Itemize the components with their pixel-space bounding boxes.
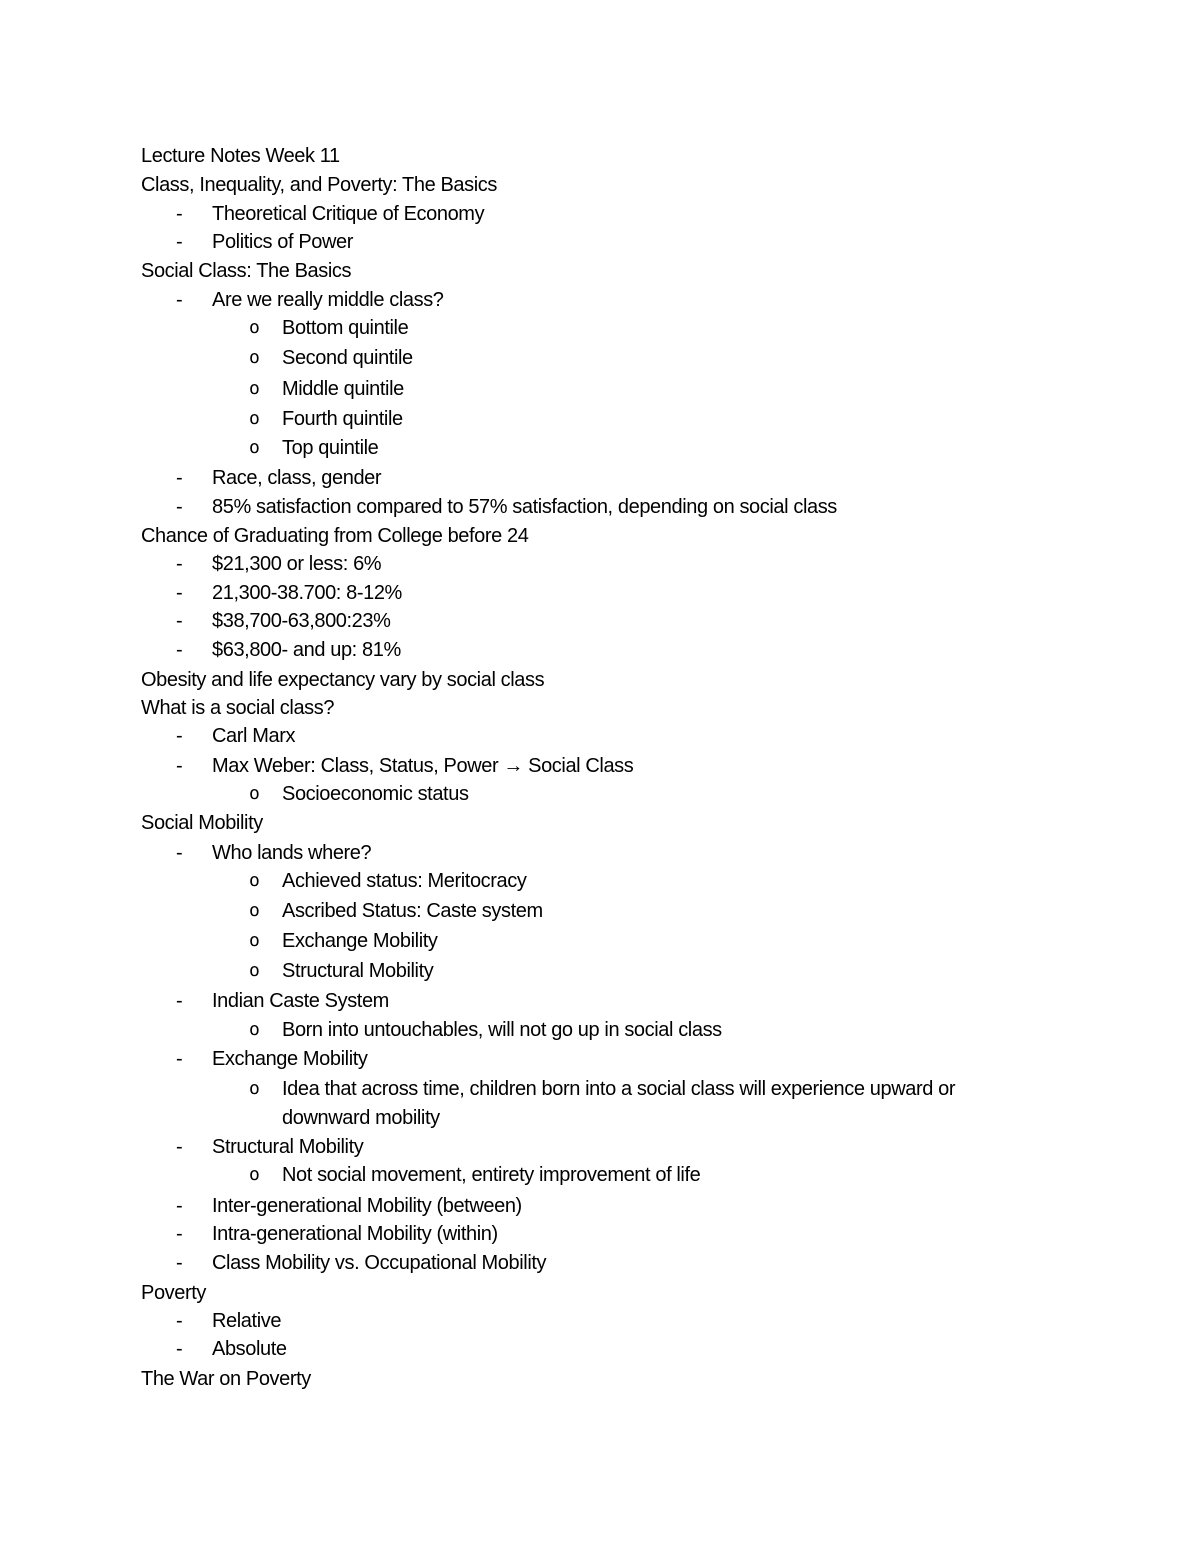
circle-bullet: o <box>249 900 260 921</box>
circle-bullet: o <box>249 930 260 951</box>
circle-bullet: o <box>249 408 260 429</box>
section-heading: Social Class: The Basics <box>141 260 352 282</box>
circle-bullet: o <box>249 378 260 399</box>
circle-bullet: o <box>249 783 260 804</box>
section-heading: The War on Poverty <box>141 1368 311 1390</box>
section-heading: Poverty <box>141 1282 207 1304</box>
dash-bullet: - <box>176 755 183 777</box>
document-title: Lecture Notes Week 11 <box>141 145 340 167</box>
section-heading: Class, Inequality, and Poverty: The Basics <box>141 174 497 196</box>
dash-bullet: - <box>176 1338 183 1360</box>
circle-bullet: o <box>249 1078 260 1099</box>
circle-bullet: o <box>249 347 260 368</box>
section-heading: Obesity and life expectancy vary by social class <box>141 669 545 691</box>
dash-bullet: - <box>176 990 183 1012</box>
section-heading: What is a social class? <box>141 697 335 719</box>
dash-bullet: - <box>176 1223 183 1245</box>
dash-bullet: - <box>176 231 183 253</box>
document-page: Lecture Notes Week 11 Class, Inequality, and Poverty: The Basics - Theoretical Critique of Economy - Politics of Power Social Class: The Basics - Are we really middle class? o Bottom quintile o Second quintile o Middle quintile o Fourth quintile o Top quintile - Race, class, gender - 85% satisfaction compared to 57% satisfaction, depending on social class Chance of Graduating from College before 24 - $21,300 or less: 6% - 21,300-38.700: 8-12% - $38,700-63,800:23% - $63,800- and up: 81% Obesity and life expectancy vary by social class What is a social class? - Carl Marx - Max Weber: Class, Status, Power → Social Class o Socioeconomic status Social Mobility - Who lands where? o Achieved status: Meritocracy o Ascribed Status: Caste system o Exchange Mobility o Structural Mobility - Indian Caste System o Born into untouchables, will not go up in social class - Exchange Mobility o Idea that across time, children born into a social class will experience upward or downward mobility - Structural Mobility o Not social movement, entirety improvement of life - Inter-generational Mobility (between) - Intra-generational Mobility (within) - Class Mobility vs. Occupational Mobility Poverty - Relative - Absolute The War on Poverty <box>0 0 1200 1553</box>
section-heading: Social Mobility <box>141 812 263 834</box>
dash-bullet: - <box>176 467 183 489</box>
circle-bullet: o <box>249 437 260 458</box>
dash-bullet: - <box>176 1252 183 1274</box>
dash-bullet: - <box>176 289 183 311</box>
circle-bullet: o <box>249 1019 260 1040</box>
dash-bullet: - <box>176 639 183 661</box>
dash-bullet: - <box>176 203 183 225</box>
dash-bullet: - <box>176 496 183 518</box>
dash-bullet: - <box>176 1310 183 1332</box>
dash-bullet: - <box>176 1195 183 1217</box>
dash-bullet: - <box>176 842 183 864</box>
circle-bullet: o <box>249 870 260 891</box>
circle-bullet: o <box>249 1164 260 1185</box>
dash-bullet: - <box>176 1136 183 1158</box>
dash-bullet: - <box>176 725 183 747</box>
dash-bullet: - <box>176 553 183 575</box>
dash-bullet: - <box>176 1048 183 1070</box>
dash-bullet: - <box>176 582 183 604</box>
circle-bullet: o <box>249 317 260 338</box>
circle-bullet: o <box>249 960 260 981</box>
section-heading: Chance of Graduating from College before 24 <box>141 525 529 547</box>
dash-bullet: - <box>176 610 183 632</box>
